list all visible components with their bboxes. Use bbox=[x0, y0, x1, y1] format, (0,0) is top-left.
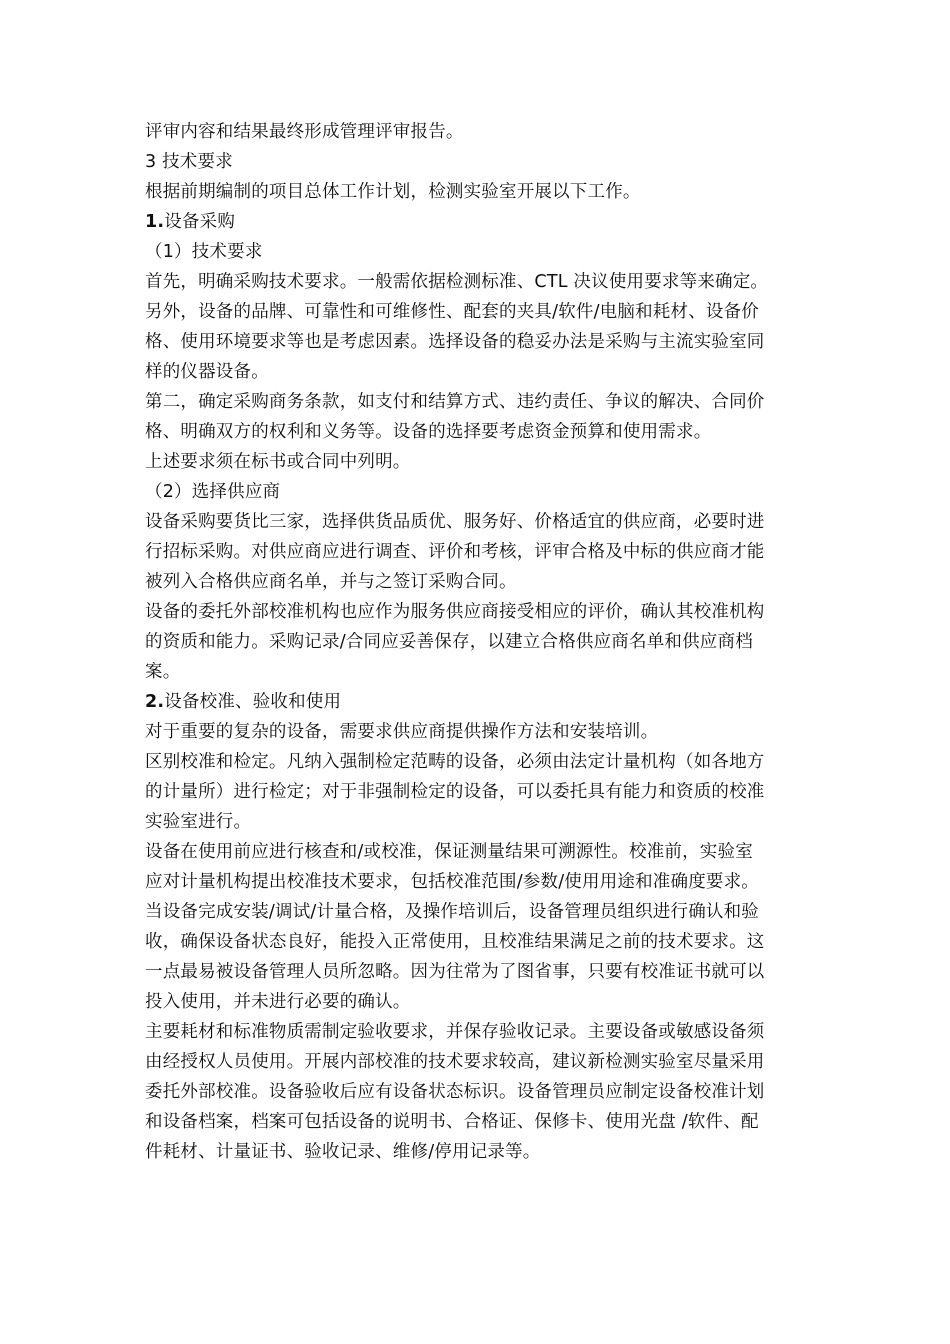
paragraph-line: 上述要求须在标书或合同中列明。 bbox=[145, 452, 411, 472]
paragraph-line: 另外，设备的品牌、可靠性和可维修性、配套的夹具/软件/电脑和耗材、设备价 bbox=[145, 302, 759, 322]
paragraph-line: 对于重要的复杂的设备，需要求供应商提供操作方法和安装培训。 bbox=[145, 722, 659, 742]
paragraph-line: 首先，明确采购技术要求。一般需依据检测标准、CTL 决议使用要求等来确定。 bbox=[145, 272, 769, 292]
paragraph-line: 案。 bbox=[145, 662, 181, 682]
section-heading: 3 技术要求 bbox=[145, 152, 233, 172]
paragraph-line: 主要耗材和标准物质需制定验收要求，并保存验收记录。主要设备或敏感设备须 bbox=[145, 1022, 765, 1042]
paragraph-line: 当设备完成安装/调试/计量合格，及操作培训后，设备管理员组织进行确认和验 bbox=[145, 902, 759, 922]
paragraph-line: 的计量所）进行检定；对于非强制检定的设备，可以委托具有能力和资质的校准 bbox=[145, 782, 765, 802]
paragraph-line: 区别校准和检定。凡纳入强制检定范畴的设备，必须由法定计量机构（如各地方 bbox=[145, 752, 765, 772]
paragraph-line: 收，确保设备状态良好，能投入正常使用，且校准结果满足之前的技术要求。这 bbox=[145, 932, 765, 952]
paragraph-line: 委托外部校准。设备验收后应有设备状态标识。设备管理员应制定设备校准计划 bbox=[145, 1082, 765, 1102]
paragraph-line: 实验室进行。 bbox=[145, 812, 252, 832]
paragraph-line: 件耗材、计量证书、验收记录、维修/停用记录等。 bbox=[145, 1142, 541, 1162]
paragraph-line: 由经授权人员使用。开展内部校准的技术要求较高，建议新检测实验室尽量采用 bbox=[145, 1052, 765, 1072]
item-heading-technical-requirements: （1）技术要求 bbox=[145, 242, 263, 262]
paragraph-line: 的资质和能力。采购记录/合同应妥善保存，以建立合格供应商名单和供应商档 bbox=[145, 632, 753, 652]
paragraph-line: 和设备档案，档案可包括设备的说明书、合格证、保修卡、使用光盘 /软件、配 bbox=[145, 1112, 759, 1132]
paragraph-line: 一点最易被设备管理人员所忽略。因为往常为了图省事，只要有校准证书就可以 bbox=[145, 962, 765, 982]
subsection-heading-equipment-purchase: 1.设备采购 bbox=[145, 212, 236, 232]
paragraph-line: 样的仪器设备。 bbox=[145, 362, 269, 382]
paragraph-line: 格、明确双方的权利和义务等。设备的选择要考虑资金预算和使用需求。 bbox=[145, 422, 712, 442]
paragraph-line: 设备在使用前应进行核查和/或校准，保证测量结果可溯源性。校准前，实验室 bbox=[145, 842, 753, 862]
subsection-heading-calibration: 2.设备校准、验收和使用 bbox=[145, 692, 342, 712]
paragraph-line: 行招标采购。对供应商应进行调查、评价和考核，评审合格及中标的供应商才能 bbox=[145, 542, 765, 562]
paragraph-line: 第二，确定采购商务条款，如支付和结算方式、违约责任、争议的解决、合同价 bbox=[145, 392, 765, 412]
paragraph-line: 设备采购要货比三家，选择供货品质优、服务好、价格适宜的供应商，必要时进 bbox=[145, 512, 765, 532]
paragraph-line: 根据前期编制的项目总体工作计划，检测实验室开展以下工作。 bbox=[145, 182, 641, 202]
paragraph-line: 应对计量机构提出校准技术要求，包括校准范围/参数/使用用途和准确度要求。 bbox=[145, 872, 759, 892]
paragraph-line: 设备的委托外部校准机构也应作为服务供应商接受相应的评价，确认其校准机构 bbox=[145, 602, 765, 622]
item-heading-select-supplier: （2）选择供应商 bbox=[145, 482, 281, 502]
paragraph-line: 评审内容和结果最终形成管理评审报告。 bbox=[145, 122, 464, 142]
paragraph-line: 投入使用，并未进行必要的确认。 bbox=[145, 992, 411, 1012]
paragraph-line: 格、使用环境要求等也是考虑因素。选择设备的稳妥办法是采购与主流实验室同 bbox=[145, 332, 765, 352]
paragraph-line: 被列入合格供应商名单，并与之签订采购合同。 bbox=[145, 572, 517, 592]
document-body bbox=[145, 117, 813, 1167]
